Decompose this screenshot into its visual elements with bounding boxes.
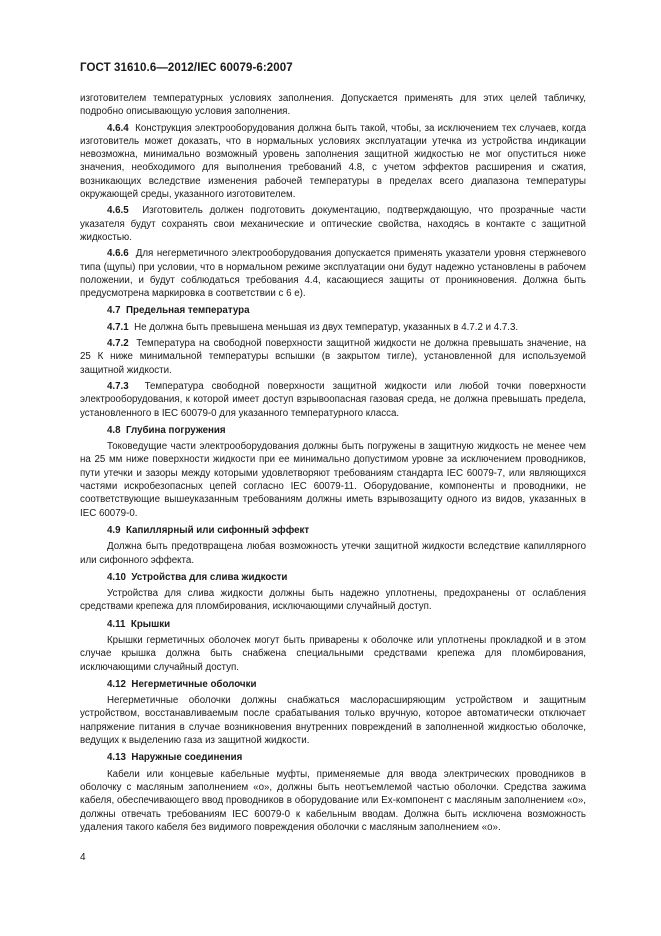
clause-paragraph [80, 634, 586, 674]
section-heading [80, 304, 586, 317]
clause-number: 4.6.4 [107, 122, 129, 134]
section-heading [80, 678, 586, 691]
heading-text: Капиллярный или сифонный эффект [125, 524, 310, 536]
heading-text: Глубина погружения [125, 424, 226, 436]
clause-number: 4.10 [107, 571, 126, 583]
clause-number: 4.7.3 [107, 380, 129, 392]
clause-number: 4.12 [107, 678, 126, 690]
clause-paragraph [80, 321, 586, 334]
clause-paragraph [80, 440, 586, 520]
paragraph-continuation [80, 92, 586, 119]
clause-number: 4.8 [107, 424, 121, 436]
section-heading [80, 424, 586, 437]
clause-number: 4.9 [107, 524, 121, 536]
paragraph-text: Температура свободной поверхности защитной жидкости или любой точки поверхности электрооборудования, к которой имеет доступ взрывоопасная газовая среда, не должна превышать предела, установленного в IEC 60079-0 для указанного температурного класса. [80, 380, 586, 419]
paragraph-text: Должна быть предотвращена любая возможность утечки защитной жидкости вследствие капиллярного или сифонного эффекта. [80, 541, 586, 566]
paragraph-text: Негерметичные оболочки должны снабжаться маслорасширяющим устройством и защитным устройством, восстанавливаемым после срабатывания только вручную, которое автоматически отключает напряжение питания в случае возникновения внутренних повреждений в заполненной жидкостью оболочке, ведущих к выделению газа из защитной жидкости. [80, 695, 586, 747]
section-heading [80, 618, 586, 631]
paragraph-text: Кабели или концевые кабельные муфты, применяемые для ввода электрических проводников в оболочку с масляным заполнением «о», должны быть неотъемлемой частью оболочки. Средства зажима кабеля, обеспечивающего ввод проводников в оборудование или Ex-компонент с масляным заполнением «о», должны отвечать требованиям IEC 60079-0 к кабельным вводам. Должна быть исключена возможность удаления такого кабеля без видимого повреждения оболочки с масляным заполнением «о». [80, 768, 586, 833]
paragraph-text: Не должна быть превышена меньшая из двух температур, указанных в 4.7.2 и 4.7.3. [134, 321, 519, 333]
paragraph-text: изготовителем температурных условиях заполнения. Допускается применять для этих целей табличку, подробно описывающую условия заполнения. [80, 93, 586, 118]
page-number: 4 [80, 852, 86, 863]
clause-paragraph [80, 380, 586, 420]
clause-number: 4.7 [107, 305, 121, 317]
heading-text: Наружные соединения [131, 752, 243, 764]
clause-number: 4.13 [107, 752, 126, 764]
heading-text: Устройства для слива жидкости [131, 571, 288, 583]
heading-text: Крышки [130, 618, 171, 630]
paragraph-text: Токоведущие части электрооборудования должны быть погружены в защитную жидкость не менее чем на 25 мм ниже поверхности жидкости при ее минимально допустимом уровне за исключением проводников, пути утечки и зазоры между которыми удовлетворяют требованиям стандарта IEC 60079-7, или являющихся частями искробезопасных цепей согласно IEC 60079-11. Оборудование, компоненты и проводники, не соответствующие вышеуказанным требованиям должны иметь взрывозащиту одного из видов, указанных в IEC 60079-0. [80, 441, 586, 519]
clause-paragraph [80, 694, 586, 747]
clause-paragraph [80, 587, 586, 614]
paragraph-text: Температура на свободной поверхности защитной жидкости не должна превышать значение, на 25 К ниже минимальной температуры вспышки (в закрытом тигле), установленной для используемой защитной жидкости. [80, 338, 587, 376]
heading-text: Негерметичные оболочки [131, 678, 257, 690]
clause-number: 4.6.6 [107, 248, 129, 260]
clause-paragraph [80, 768, 586, 834]
paragraph-text: Для негерметичного электрооборудования допускается применять указатели уровня стержневого типа (щупы) при условии, что в нормальном режиме эксплуатации они будут надежно установлены в рабочем положении, и будут соблюдаться требования 4.4, касающиеся защиты от проникновения. Должна быть предусмотрена маркировка в соответствии с 6 е). [80, 248, 587, 300]
clause-number: 4.6.5 [107, 205, 129, 217]
clause-paragraph [80, 337, 586, 377]
heading-text: Предельная температура [125, 305, 250, 317]
clause-paragraph [80, 540, 586, 567]
clause-number: 4.11 [107, 618, 126, 630]
paragraph-text: Устройства для слива жидкости должны быть надежно уплотнены, предохранены от ослабления средствами крепежа для пломбирования, исключающими случайный доступ. [80, 588, 586, 613]
clause-paragraph [80, 247, 586, 300]
paragraph-text: Конструкция электрооборудования должна быть такой, чтобы, за исключением тех случаев, когда изготовитель может доказать, что в нормальных условиях эксплуатации утечка из устройства индикации невозможна, минимально возможный уровень заполнения защитной жидкостью не мог опуститься ниже значения, необходимого для выполнения требований 4.8, с учетом эффектов расширения и сжатия, возникающих вследствие изменения рабочей температуры в пределах всего диапазона температуры окружающей среды, указанного изготовителем. [80, 122, 587, 201]
paragraph-text: Изготовитель должен подготовить документацию, подтверждающую, что прозрачные части указателя будут сохранять свои механические и оптические свойства, находясь в контакте с защитной жидкостью. [80, 205, 587, 243]
clause-paragraph [80, 122, 586, 202]
document-body [80, 92, 586, 837]
clause-number: 4.7.1 [107, 321, 129, 333]
section-heading [80, 524, 586, 537]
section-heading [80, 571, 586, 584]
paragraph-text: Крышки герметичных оболочек могут быть приварены к оболочке или уплотнены прокладкой и в этом случае крышка должна быть снабжена специальными средствами крепежа для пломбирования, исключающими случайный доступ. [80, 634, 586, 673]
section-heading [80, 751, 586, 764]
clause-paragraph [80, 204, 586, 244]
standard-header: ГОСТ 31610.6—2012/IEC 60079-6:2007 [80, 62, 293, 74]
clause-number: 4.7.2 [107, 338, 129, 350]
